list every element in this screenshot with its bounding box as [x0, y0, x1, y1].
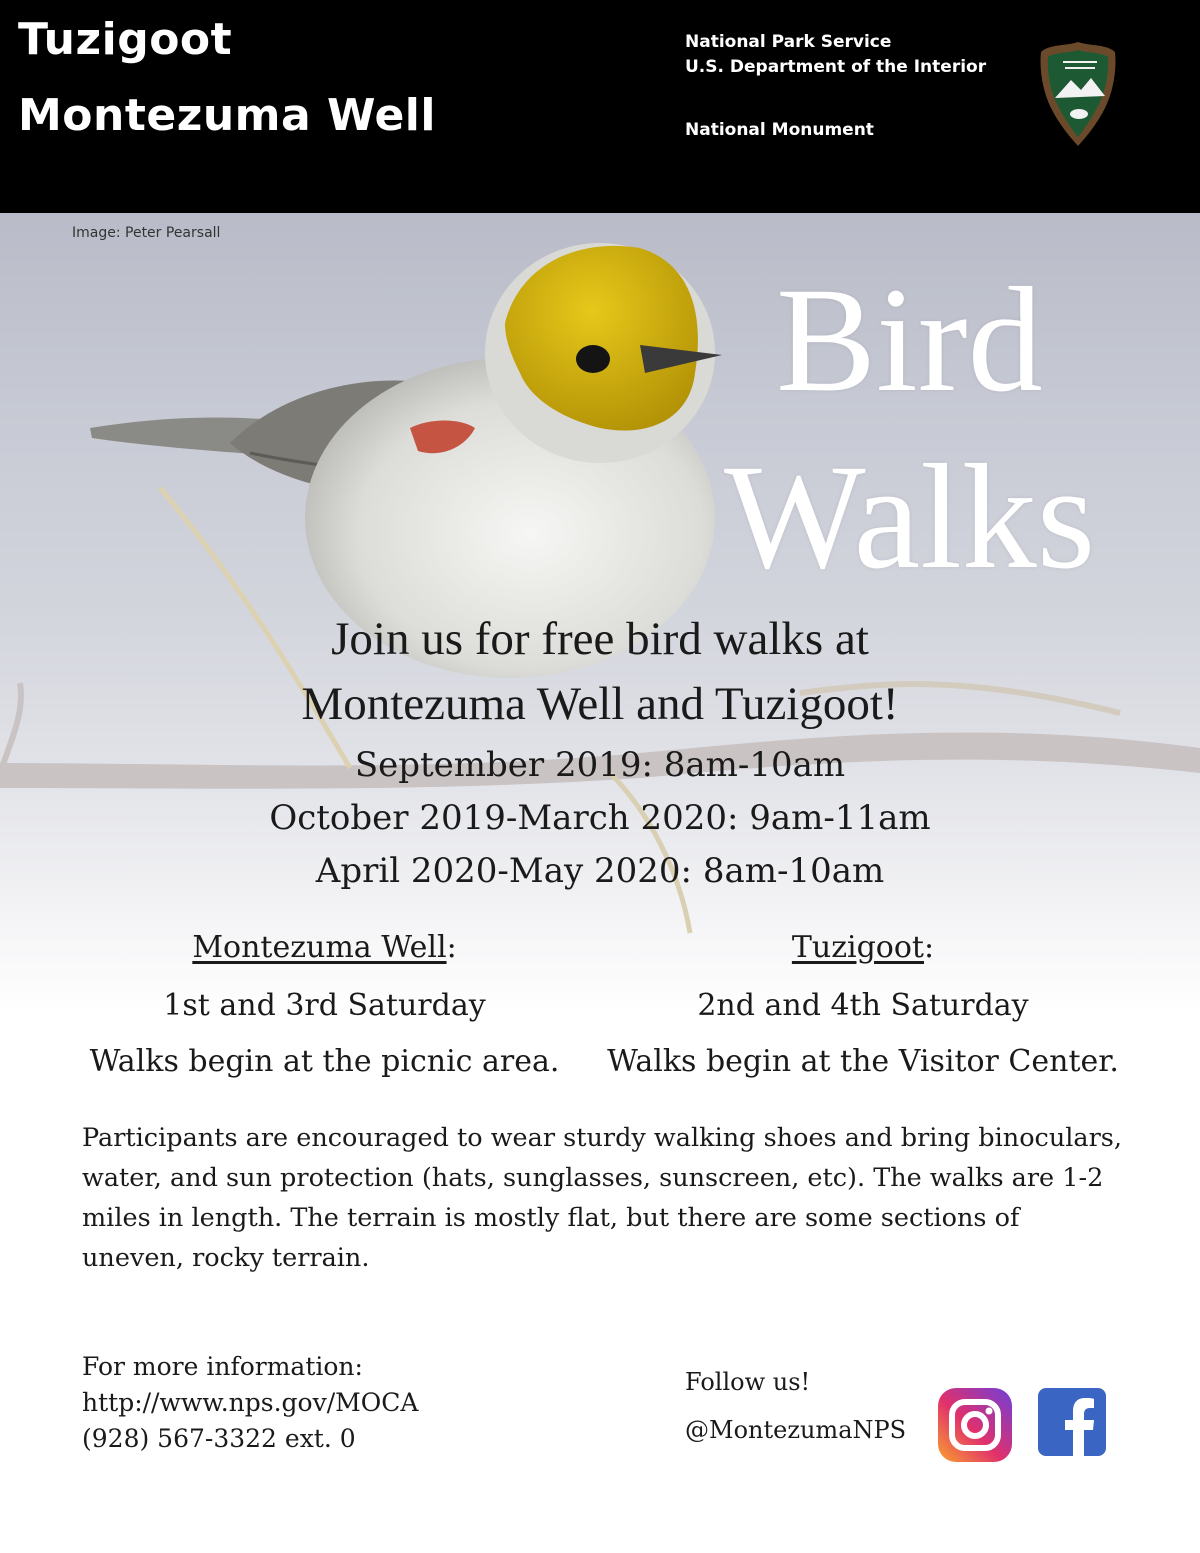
title-walks: Walks	[724, 434, 1096, 600]
location-name: Tuzigoot	[791, 930, 924, 965]
monument-label: National Monument	[685, 120, 874, 140]
follow-label: Follow us!	[685, 1368, 811, 1396]
location-tuzigoot-heading: Tuzigoot:	[791, 930, 935, 965]
image-credit: Image: Peter Pearsall	[72, 225, 221, 241]
agency-name: National Park Service	[685, 32, 892, 52]
participant-details: Participants are encouraged to wear sturdy walking shoes and bring binoculars, water, and sun protection (hats, sunglasses, sunscreen, etc). The walks are 1-2 miles in length. The terrain is mostly flat, but there are some sections of uneven, rocky terrain.	[82, 1123, 1122, 1273]
intro-line-1: Join us for free bird walks at	[331, 613, 869, 665]
intro-line-2: Montezuma Well and Tuzigoot!	[301, 678, 899, 730]
location-tuzigoot-days: 2nd and 4th Saturday	[697, 988, 1029, 1023]
location-montezuma-well-start: Walks begin at the picnic area.	[89, 1044, 560, 1079]
department-name: U.S. Department of the Interior	[685, 57, 987, 77]
instagram-icon[interactable]	[938, 1388, 1012, 1462]
schedule-line: October 2019-March 2020: 9am-11am	[269, 798, 931, 838]
nps-arrowhead-icon	[1037, 40, 1119, 148]
header-bar	[0, 0, 1200, 213]
site-name-montezuma-well: Montezuma Well	[18, 90, 436, 141]
location-montezuma-well-days: 1st and 3rd Saturday	[163, 988, 486, 1023]
social-handle: @MontezumaNPS	[685, 1416, 907, 1444]
location-name: Montezuma Well	[192, 930, 447, 965]
title-bird: Bird	[776, 257, 1043, 423]
site-name-tuzigoot: Tuzigoot	[18, 14, 233, 65]
schedule-line: April 2020-May 2020: 8am-10am	[315, 851, 885, 891]
schedule-line: September 2019: 8am-10am	[354, 745, 846, 785]
facebook-icon[interactable]	[1038, 1388, 1106, 1456]
contact-phone: (928) 567-3322 ext. 0	[82, 1424, 356, 1453]
contact-url[interactable]: http://www.nps.gov/MOCA	[82, 1388, 419, 1417]
location-montezuma-well-heading: Montezuma Well:	[192, 930, 457, 965]
location-tuzigoot-start: Walks begin at the Visitor Center.	[607, 1044, 1119, 1079]
contact-heading: For more information:	[82, 1352, 363, 1381]
